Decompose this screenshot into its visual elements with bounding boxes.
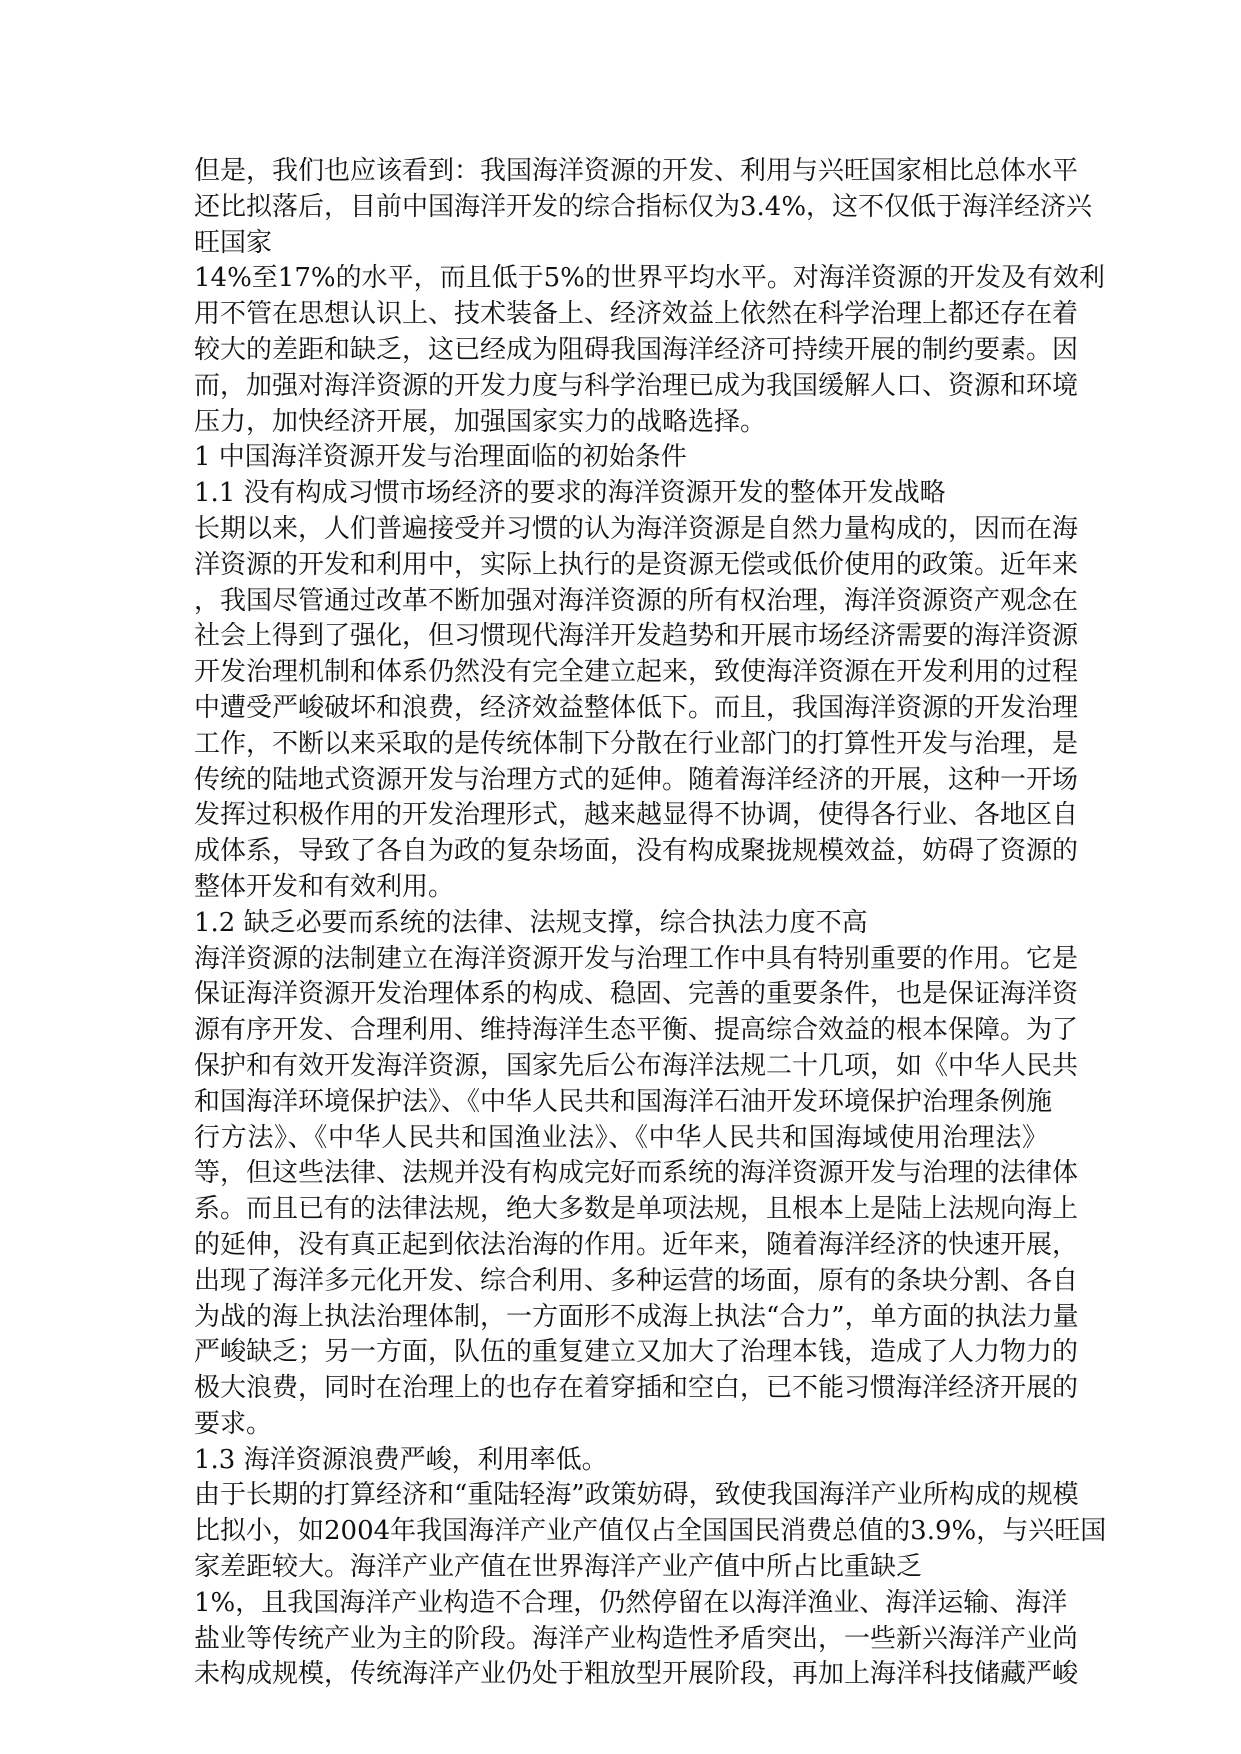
text-line: 系。而且已有的法律法规，绝大多数是单项法规，且根本上是陆上法规向海上	[194, 1194, 1079, 1225]
text-line: 等，但这些法律、法规并没有构成完好而系统的海洋资源开发与治理的法律体	[194, 1158, 1079, 1189]
section-heading: 1.1 没有构成习惯市场经济的要求的海洋资源开发的整体开发战略	[194, 478, 946, 509]
text-line: 压力，加快经济开展，加强国家实力的战略选择。	[194, 406, 767, 437]
text-line: 和国海洋环境保护法》、《中华人民共和国海洋石油开发环境保护治理条例施	[194, 1086, 1053, 1117]
text-line: 由于长期的打算经济和“重陆轻海”政策妨碍，致使我国海洋产业所构成的规模	[194, 1480, 1079, 1511]
text-line: 未构成规模，传统海洋产业仍处于粗放型开展阶段，再加上海洋科技储藏严峻	[194, 1659, 1079, 1690]
section-heading: 1 中国海洋资源开发与治理面临的初始条件	[194, 442, 687, 473]
text-line: 出现了海洋多元化开发、综合利用、多种运营的场面，原有的条块分割、各自	[194, 1265, 1079, 1296]
text-line: 保护和有效开发海洋资源，国家先后公布海洋法规二十几项，如《中华人民共	[194, 1050, 1079, 1081]
text-line: 用不管在思想认识上、技术装备上、经济效益上依然在科学治理上都还存在着	[194, 299, 1079, 330]
text-line: 保证海洋资源开发治理体系的构成、稳固、完善的重要条件，也是保证海洋资	[194, 979, 1079, 1010]
text-line: 盐业等传统产业为主的阶段。海洋产业构造性矛盾突出，一些新兴海洋产业尚	[194, 1623, 1079, 1654]
document-body	[194, 154, 1107, 1693]
text-line: 极大浪费，同时在治理上的也存在着穿插和空白，已不能习惯海洋经济开展的	[194, 1373, 1079, 1404]
text-line: 成体系，导致了各自为政的复杂场面，没有构成聚拢规模效益，妨碍了资源的	[194, 836, 1079, 867]
text-line: 传统的陆地式资源开发与治理方式的延伸。随着海洋经济的开展，这种一开场	[194, 764, 1079, 795]
text-line: 中遭受严峻破坏和浪费，经济效益整体低下。而且，我国海洋资源的开发治理	[194, 692, 1079, 723]
text-line: 社会上得到了强化，但习惯现代海洋开发趋势和开展市场经济需要的海洋资源	[194, 621, 1079, 652]
text-line: 整体开发和有效利用。	[194, 871, 455, 902]
text-line: 洋资源的开发和利用中，实际上执行的是资源无偿或低价使用的政策。近年来	[194, 549, 1079, 580]
text-line: 家差距较大。海洋产业产值在世界海洋产业产值中所占比重缺乏	[194, 1552, 923, 1583]
text-line: 还比拟落后，目前中国海洋开发的综合指标仅为3.4%，这不仅低于海洋经济兴	[194, 191, 1093, 222]
text-line: 源有序开发、合理利用、维持海洋生态平衡、提高综合效益的根本保障。为了	[194, 1015, 1079, 1046]
text-line: 为战的海上执法治理体制，一方面形不成海上执法“合力”，单方面的执法力量	[194, 1301, 1079, 1332]
text-line: 长期以来，人们普遍接受并习惯的认为海洋资源是自然力量构成的，因而在海	[194, 513, 1079, 544]
section-heading: 1.3 海洋资源浪费严峻，利用率低。	[194, 1444, 608, 1475]
text-line: 行方法》、《中华人民共和国渔业法》、《中华人民共和国海域使用治理法》	[194, 1122, 1048, 1153]
text-line: 严峻缺乏；另一方面，队伍的重复建立又加大了治理本钱，造成了人力物力的	[194, 1337, 1079, 1368]
text-line: 开发治理机制和体系仍然没有完全建立起来，致使海洋资源在开发利用的过程	[194, 657, 1079, 688]
text-line: 的延伸，没有真正起到依法治海的作用。近年来，随着海洋经济的快速开展，	[194, 1229, 1079, 1260]
text-line: 工作，不断以来采取的是传统体制下分散在行业部门的打算性开发与治理，是	[194, 728, 1079, 759]
text-line: 要求。	[194, 1408, 273, 1439]
text-line: 14%至17%的水平，而且低于5%的世界平均水平。对海洋资源的开发及有效利	[194, 263, 1105, 294]
text-line: 较大的差距和缺乏，这已经成为阻碍我国海洋经济可持续开展的制约要素。因	[194, 334, 1079, 365]
text-line: 发挥过积极作用的开发治理形式，越来越显得不协调，使得各行业、各地区自	[194, 800, 1079, 831]
text-line: 1%，且我国海洋产业构造不合理，仍然停留在以海洋渔业、海洋运输、海洋	[194, 1587, 1068, 1618]
text-line: ，我国尽管通过改革不断加强对海洋资源的所有权治理，海洋资源资产观念在	[194, 585, 1079, 616]
text-line: 而，加强对海洋资源的开发力度与科学治理已成为我国缓解人口、资源和环境	[194, 370, 1079, 401]
text-line: 比拟小，如2004年我国海洋产业产值仅占全国国民消费总值的3.9%，与兴旺国	[194, 1516, 1107, 1547]
text-line: 旺国家	[194, 227, 273, 258]
section-heading: 1.2 缺乏必要而系统的法律、法规支撑，综合执法力度不高	[194, 907, 868, 938]
text-line: 但是，我们也应该看到：我国海洋资源的开发、利用与兴旺国家相比总体水平	[194, 156, 1079, 186]
text-line: 海洋资源的法制建立在海洋资源开发与治理工作中具有特别重要的作用。它是	[194, 943, 1079, 974]
